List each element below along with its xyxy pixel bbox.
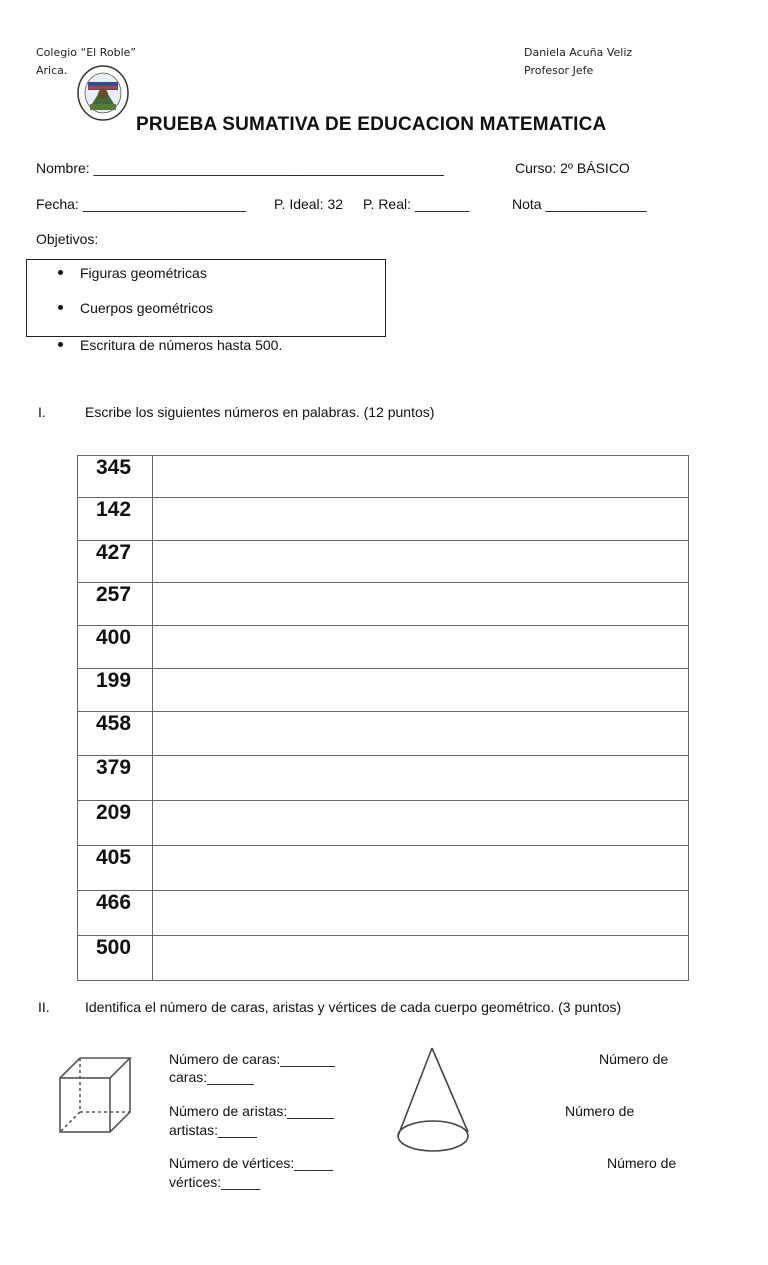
number-cell: 379 (78, 756, 153, 801)
bullet-icon (58, 342, 63, 347)
answer-cell[interactable] (153, 498, 689, 541)
cube-caras-field-2[interactable]: caras:______ (169, 1069, 254, 1085)
table-row (78, 541, 689, 583)
table-row (78, 669, 689, 712)
answer-cell[interactable] (153, 456, 689, 498)
objetivo-item: Cuerpos geométricos (58, 300, 213, 316)
nombre-field[interactable]: Nombre: _____________________________________________ (36, 160, 444, 176)
number-cell: 345 (78, 456, 153, 498)
section-1-numeral: I. (38, 404, 46, 420)
objetivos-label: Objetivos: (36, 231, 99, 247)
table-row (78, 756, 689, 801)
number-cell: 427 (78, 541, 153, 583)
bullet-icon (58, 270, 63, 275)
number-cell: 142 (78, 498, 153, 541)
number-cell: 458 (78, 712, 153, 756)
cube-aristas-field-2[interactable]: artistas:_____ (169, 1122, 257, 1138)
number-cell: 405 (78, 846, 153, 891)
cube-vertices-field-2[interactable]: vértices:_____ (169, 1174, 261, 1190)
answer-cell[interactable] (153, 936, 689, 981)
table-row (78, 712, 689, 756)
table-row (78, 626, 689, 669)
table-row (78, 583, 689, 626)
bullet-icon (58, 305, 63, 310)
number-cell: 199 (78, 669, 153, 712)
cube-vertices-field[interactable]: Número de vértices:_____ (169, 1155, 334, 1171)
answer-cell[interactable] (153, 756, 689, 801)
p-real-field[interactable]: P. Real: _______ (363, 196, 470, 212)
school-city: Arica. (36, 64, 68, 77)
teacher-role: Profesor Jefe (524, 64, 594, 77)
teacher-name: Daniela Acuña Veliz (524, 46, 633, 59)
p-ideal-label: P. Ideal: 32 (274, 196, 344, 212)
answer-cell[interactable] (153, 801, 689, 846)
objetivo-item: Escritura de números hasta 500. (58, 337, 282, 353)
number-cell: 209 (78, 801, 153, 846)
section-2-numeral: II. (38, 999, 50, 1015)
answer-cell[interactable] (153, 669, 689, 712)
answer-cell[interactable] (153, 712, 689, 756)
answer-cell[interactable] (153, 846, 689, 891)
answer-cell[interactable] (153, 583, 689, 626)
fecha-field[interactable]: Fecha: _____________________ (36, 196, 247, 212)
cone-drawing (392, 1044, 474, 1156)
answer-cell[interactable] (153, 541, 689, 583)
cone-vertices-label: Número de (607, 1155, 677, 1171)
page-title: PRUEBA SUMATIVA DE EDUCACION MATEMATICA (136, 114, 607, 135)
table-row (78, 846, 689, 891)
table-row (78, 801, 689, 846)
number-cell: 500 (78, 936, 153, 981)
number-cell: 257 (78, 583, 153, 626)
nota-field[interactable]: Nota _____________ (512, 196, 647, 212)
cube-caras-field[interactable]: Número de caras:_______ (169, 1051, 335, 1067)
number-cell: 400 (78, 626, 153, 669)
number-cell: 466 (78, 891, 153, 936)
cone-caras-label: Número de (599, 1051, 669, 1067)
cone-aristas-label: Número de (565, 1103, 635, 1119)
objetivo-item: Figuras geométricas (58, 265, 207, 281)
section-1-instruction: Escribe los siguientes números en palabras. (12 puntos) (85, 404, 435, 420)
answer-cell[interactable] (153, 891, 689, 936)
cube-drawing (54, 1052, 134, 1134)
section-2-instruction: Identifica el número de caras, aristas y vértices de cada cuerpo geométrico. (3 puntos) (85, 999, 622, 1015)
numbers-table (77, 455, 689, 981)
cube-aristas-field[interactable]: Número de aristas:______ (169, 1103, 334, 1119)
table-row (78, 498, 689, 541)
table-row (78, 891, 689, 936)
school-logo (76, 64, 130, 122)
curso-label: Curso: 2º BÁSICO (515, 160, 630, 176)
table-row (78, 936, 689, 981)
table-row (78, 456, 689, 498)
answer-cell[interactable] (153, 626, 689, 669)
school-name: Colegio “El Roble” (36, 46, 137, 59)
